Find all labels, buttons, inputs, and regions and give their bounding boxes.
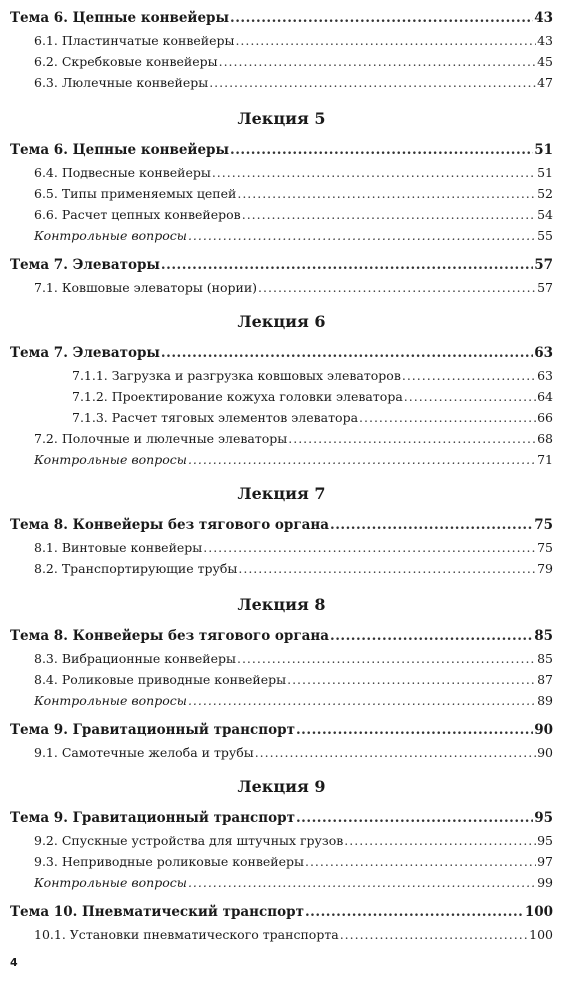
toc-entry-title: 7.1. Ковшовые элеваторы (нории) <box>34 280 258 295</box>
toc-entry-page: 85 <box>534 628 553 644</box>
toc-entry-page: 95 <box>537 833 553 848</box>
dot-leader <box>219 53 536 71</box>
toc-entry-title: 7.1.3. Расчет тяговых элементов элеватора <box>72 410 359 425</box>
toc-entry-page: 47 <box>537 75 553 90</box>
dot-leader <box>305 853 536 871</box>
toc-entry-page: 54 <box>537 207 553 222</box>
dot-leader <box>344 832 536 850</box>
lecture-heading: Лекция 8 <box>237 595 326 614</box>
dot-leader <box>237 185 536 203</box>
toc-topic-entry <box>10 903 553 921</box>
toc-subentry <box>34 74 553 92</box>
toc-subentry <box>72 409 553 427</box>
toc-entry-page: 68 <box>537 431 553 446</box>
dot-leader <box>242 206 536 224</box>
toc-entry-page: 52 <box>537 186 553 201</box>
toc-entry-title: Контрольные вопросы <box>34 228 187 243</box>
toc-entry-page: 85 <box>537 651 553 666</box>
toc-questions-entry <box>34 692 553 710</box>
toc-subentry <box>34 32 553 50</box>
lecture-heading: Лекция 5 <box>237 109 326 128</box>
toc-entry-page: 75 <box>537 540 553 555</box>
toc-entry-title: Контрольные вопросы <box>34 693 187 708</box>
toc-subentry <box>34 853 553 871</box>
toc-entry-page: 90 <box>534 722 553 738</box>
toc-subentry <box>34 539 553 557</box>
toc-questions-entry <box>34 874 553 892</box>
toc-entry-page: 57 <box>537 280 553 295</box>
toc-subentry <box>34 164 553 182</box>
lecture-heading: Лекция 6 <box>237 312 326 331</box>
toc-entry-page: 75 <box>534 517 553 533</box>
toc-entry-title: Тема 9. Гравитационный транспорт <box>10 810 295 826</box>
dot-leader <box>235 32 536 50</box>
page-number: 4 <box>10 956 18 969</box>
toc-entry-title: 8.4. Роликовые приводные конвейеры <box>34 672 287 687</box>
toc-entry-page: 79 <box>537 561 553 576</box>
toc-subentry <box>72 367 553 385</box>
toc-subentry <box>34 744 553 762</box>
dot-leader <box>287 671 536 689</box>
dot-leader <box>330 627 533 645</box>
dot-leader <box>296 809 533 827</box>
dot-leader <box>340 926 528 944</box>
toc-subentry <box>34 53 553 71</box>
toc-subentry <box>72 388 553 406</box>
dot-leader <box>188 227 536 245</box>
toc-entry-title: 6.6. Расчет цепных конвейеров <box>34 207 241 222</box>
toc-entry-page: 63 <box>537 368 553 383</box>
dot-leader <box>258 279 536 297</box>
toc-entry-title: 6.5. Типы применяемых цепей <box>34 186 237 201</box>
dot-leader <box>230 9 533 27</box>
toc-topic-entry <box>10 344 553 362</box>
toc-subentry <box>34 671 553 689</box>
toc-entry-page: 63 <box>534 345 553 361</box>
toc-subentry <box>34 185 553 203</box>
toc-entry-title: 7.1.2. Проектирование кожуха головки элеватора <box>72 389 403 404</box>
toc-entry-title: Тема 6. Цепные конвейеры <box>10 10 229 26</box>
toc-topic-entry <box>10 516 553 534</box>
toc-entry-title: 6.4. Подвесные конвейеры <box>34 165 211 180</box>
toc-entry-page: 51 <box>534 142 553 158</box>
toc-entry-page: 55 <box>537 228 553 243</box>
toc-entry-page: 95 <box>534 810 553 826</box>
toc-topic-entry <box>10 256 553 274</box>
toc-entry-title: Тема 8. Конвейеры без тягового органа <box>10 517 329 533</box>
toc-entry-title: 7.2. Полочные и люлечные элеваторы <box>34 431 288 446</box>
toc-subentry <box>34 430 553 448</box>
toc-entry-page: 100 <box>524 904 553 920</box>
toc-topic-entry <box>10 809 553 827</box>
toc-entry-title: Тема 9. Гравитационный транспорт <box>10 722 295 738</box>
toc-entry-title: Контрольные вопросы <box>34 452 187 467</box>
toc-entry-title: Контрольные вопросы <box>34 875 187 890</box>
toc-questions-entry <box>34 451 553 469</box>
toc-subentry <box>34 926 553 944</box>
toc-entry-title: 8.2. Транспортирующие трубы <box>34 561 238 576</box>
dot-leader <box>296 721 533 739</box>
toc-entry-title: Тема 7. Элеваторы <box>10 345 160 361</box>
toc-entry-title: Тема 6. Цепные конвейеры <box>10 142 229 158</box>
toc-entry-title: 6.1. Пластинчатые конвейеры <box>34 33 235 48</box>
toc-entry-title: 8.1. Винтовые конвейеры <box>34 540 203 555</box>
toc-entry-page: 43 <box>534 10 553 26</box>
dot-leader <box>288 430 536 448</box>
dot-leader <box>330 516 533 534</box>
toc-subentry <box>34 206 553 224</box>
dot-leader <box>188 692 536 710</box>
toc-entry-title: 7.1.1. Загрузка и разгрузка ковшовых элеваторов <box>72 368 401 383</box>
dot-leader <box>255 744 536 762</box>
dot-leader <box>188 451 536 469</box>
toc-subentry <box>34 650 553 668</box>
toc-entry-page: 100 <box>529 927 553 942</box>
toc-entry-page: 57 <box>534 257 553 273</box>
dot-leader <box>402 367 536 385</box>
toc-entry-title: 6.2. Скребковые конвейеры <box>34 54 218 69</box>
toc-subentry <box>34 560 553 578</box>
toc-entry-page: 43 <box>537 33 553 48</box>
dot-leader <box>161 344 533 362</box>
dot-leader <box>212 164 536 182</box>
dot-leader <box>404 388 536 406</box>
toc-entry-title: Тема 10. Пневматический транспорт <box>10 904 304 920</box>
toc-entry-title: 8.3. Вибрационные конвейеры <box>34 651 236 666</box>
lecture-heading: Лекция 9 <box>237 777 326 796</box>
toc-entry-title: Тема 8. Конвейеры без тягового органа <box>10 628 329 644</box>
dot-leader <box>238 560 536 578</box>
toc-entry-page: 87 <box>537 672 553 687</box>
toc-entry-title: Тема 7. Элеваторы <box>10 257 160 273</box>
toc-subentry <box>34 279 553 297</box>
toc-entry-page: 64 <box>537 389 553 404</box>
toc-entry-title: 6.3. Люлечные конвейеры <box>34 75 209 90</box>
toc-topic-entry <box>10 9 553 27</box>
toc-entry-page: 71 <box>537 452 553 467</box>
dot-leader <box>209 74 536 92</box>
toc-entry-title: 9.3. Неприводные роликовые конвейеры <box>34 854 304 869</box>
dot-leader <box>237 650 536 668</box>
toc-topic-entry <box>10 141 553 159</box>
dot-leader <box>359 409 536 427</box>
toc-questions-entry <box>34 227 553 245</box>
dot-leader <box>188 874 536 892</box>
dot-leader <box>230 141 533 159</box>
dot-leader <box>203 539 536 557</box>
toc-entry-page: 90 <box>537 745 553 760</box>
toc-entry-page: 99 <box>537 875 553 890</box>
toc-entry-page: 51 <box>537 165 553 180</box>
toc-entry-page: 97 <box>537 854 553 869</box>
lecture-heading: Лекция 7 <box>237 484 326 503</box>
toc-topic-entry <box>10 627 553 645</box>
toc-entry-page: 89 <box>537 693 553 708</box>
toc-topic-entry <box>10 721 553 739</box>
toc-entry-page: 66 <box>537 410 553 425</box>
dot-leader <box>161 256 533 274</box>
toc-subentry <box>34 832 553 850</box>
toc-entry-title: 9.1. Самотечные желоба и трубы <box>34 745 254 760</box>
toc-entry-title: 10.1. Установки пневматического транспорта <box>34 927 339 942</box>
toc-entry-page: 45 <box>537 54 553 69</box>
dot-leader <box>305 903 524 921</box>
toc-entry-title: 9.2. Спускные устройства для штучных грузов <box>34 833 344 848</box>
